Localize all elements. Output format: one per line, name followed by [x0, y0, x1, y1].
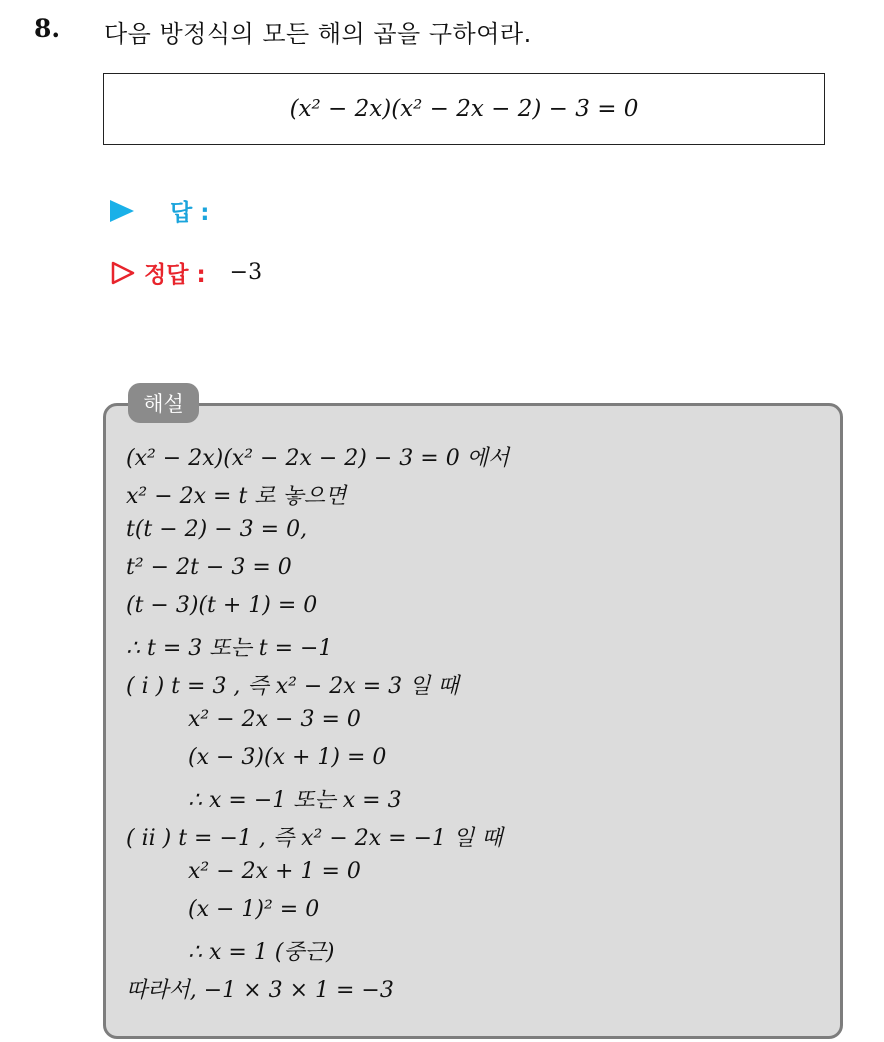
question-number: 8.	[34, 14, 61, 43]
play-outline-icon	[110, 260, 136, 286]
solution-line: t(t − 2) − 3 = 0,	[126, 517, 308, 542]
solution-line: (t − 3)(t + 1) = 0	[126, 593, 318, 618]
solution-line: x² − 2x − 3 = 0	[188, 707, 361, 732]
correct-value: −3	[229, 260, 263, 285]
answer-label: 답 :	[170, 200, 210, 226]
solution-line: ∴ x = 1 (중근)	[188, 940, 335, 965]
solution-tab: 해설	[128, 383, 199, 423]
equation: (x² − 2x)(x² − 2x − 2) − 3 = 0	[289, 96, 639, 122]
solution-line: ∴ x = −1 또는 x = 3	[188, 788, 402, 813]
answer-row	[110, 194, 209, 227]
solution-line: x² − 2x = t 로 놓으면	[126, 484, 347, 509]
solution-line: (x² − 2x)(x² − 2x − 2) − 3 = 0 에서	[126, 446, 510, 471]
question-text: 다음 방정식의 모든 해의 곱을 구하여라.	[104, 20, 532, 48]
solution-line: (x − 1)² = 0	[188, 897, 320, 922]
solution-line: ∴ t = 3 또는 t = −1	[126, 636, 333, 661]
solution-line: ( i ) t = 3 , 즉 x² − 2x = 3 일 때	[126, 674, 459, 699]
solution-line: (x − 3)(x + 1) = 0	[188, 745, 387, 770]
solution-line: t² − 2t − 3 = 0	[126, 555, 292, 580]
solution-line: ( ii ) t = −1 , 즉 x² − 2x = −1 일 때	[126, 826, 503, 851]
solution-line: 따라서, −1 × 3 × 1 = −3	[126, 978, 394, 1003]
solution-line: x² − 2x + 1 = 0	[188, 859, 361, 884]
correct-label: 정답 :	[144, 262, 206, 288]
play-filled-icon	[110, 200, 134, 222]
equation-box	[103, 73, 825, 145]
correct-answer-row	[110, 256, 262, 289]
